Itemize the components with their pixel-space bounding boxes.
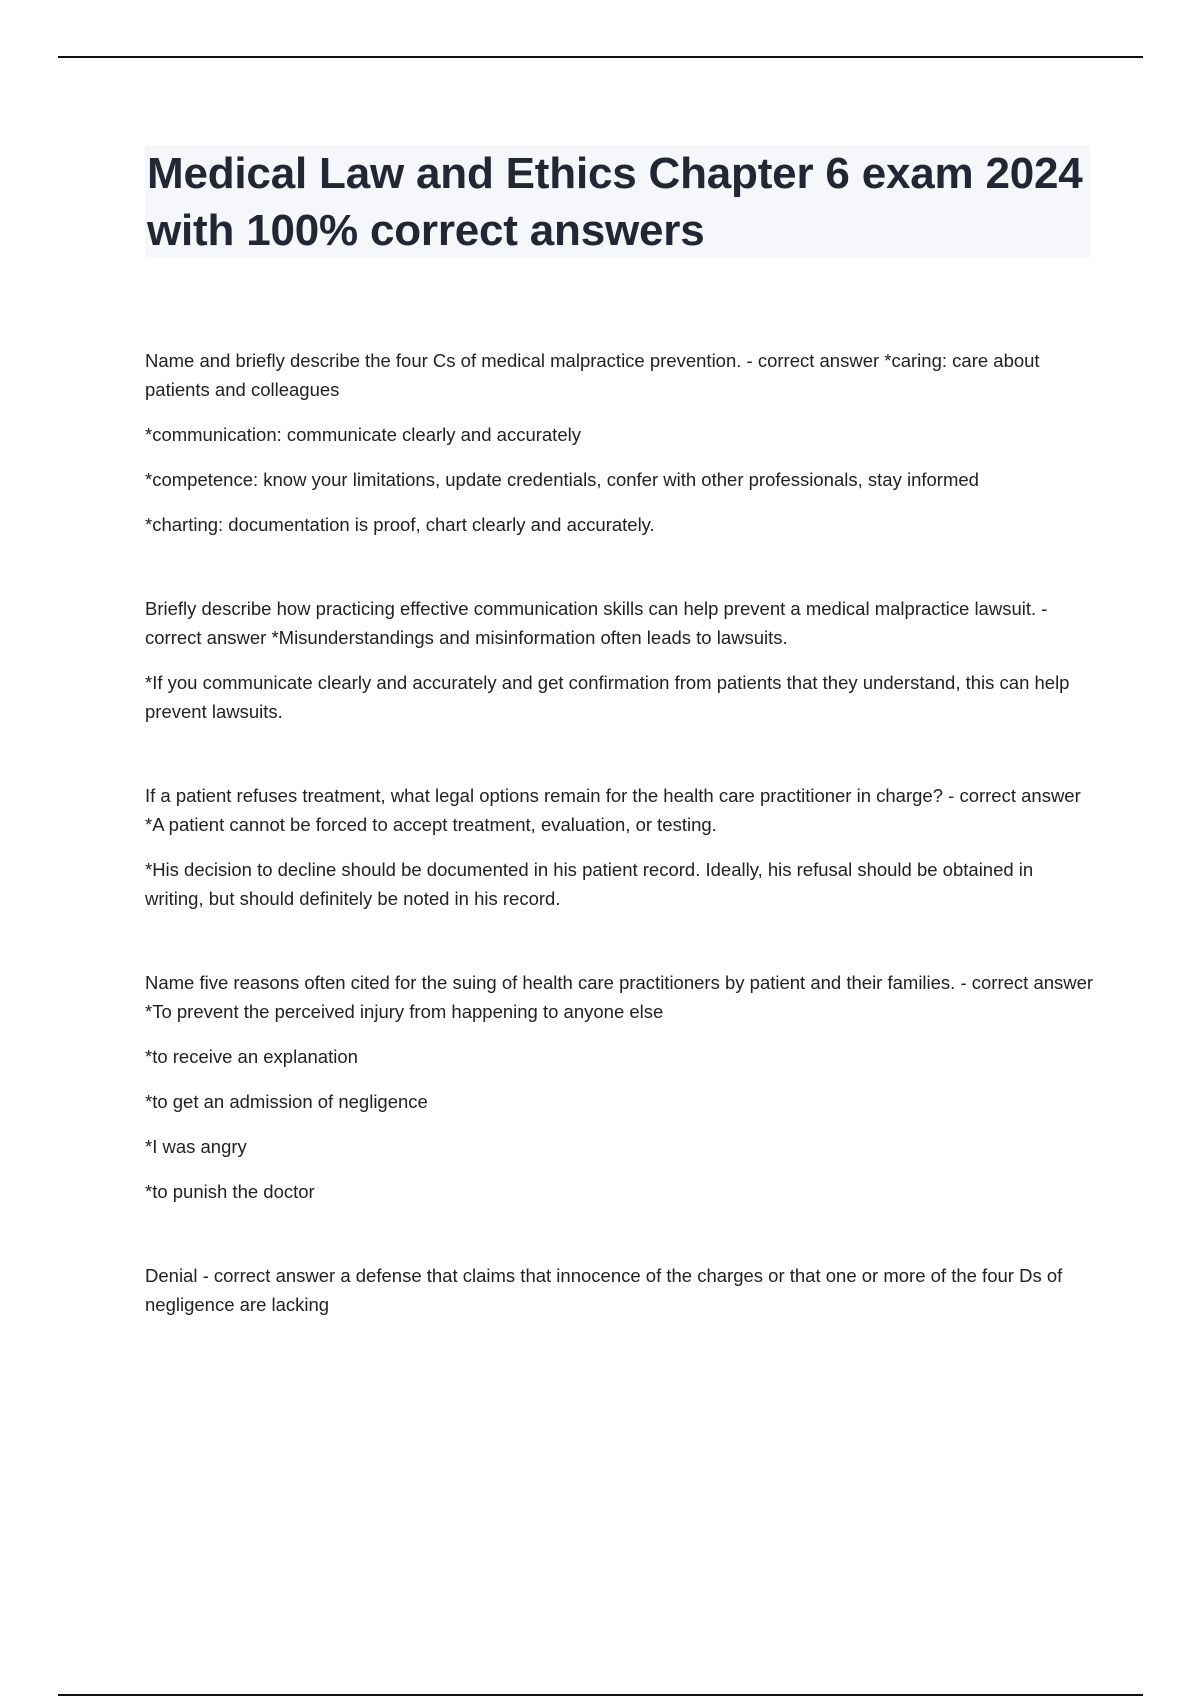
qa-item xyxy=(145,594,1095,726)
question-text: Name and briefly describe the four Cs of medical malpractice prevention. - correct answer *caring: care about patients and colleagues xyxy=(145,350,1040,400)
bottom-divider xyxy=(58,1694,1143,1696)
title-banner xyxy=(145,145,1090,257)
qa-item xyxy=(145,781,1095,913)
answer-point: *charting: documentation is proof, chart clearly and accurately. xyxy=(145,514,655,535)
qa-list xyxy=(145,346,1095,1374)
page-title: Medical Law and Ethics Chapter 6 exam 2024 with 100% correct answers xyxy=(147,149,1083,255)
question-text: Name five reasons often cited for the suing of health care practitioners by patient and their families. - correct answer *To prevent the perceived injury from happening to anyone else xyxy=(145,972,1094,1022)
answer-point: *competence: know your limitations, update credentials, confer with other professionals, stay informed xyxy=(145,469,979,490)
answer-point: *to punish the doctor xyxy=(145,1181,315,1202)
question-text: Briefly describe how practicing effective communication skills can help prevent a medical malpractice lawsuit. - correct answer *Misunderstandings and misinformation often leads to lawsuits. xyxy=(145,598,1048,648)
answer-point: *I was angry xyxy=(145,1136,247,1157)
answer-point: *to get an admission of negligence xyxy=(145,1091,428,1112)
answer-point: *His decision to decline should be documented in his patient record. Ideally, his refusal should be obtained in writing, but should definitely be noted in his record. xyxy=(145,859,1034,909)
qa-item xyxy=(145,1261,1095,1319)
qa-item xyxy=(145,346,1095,539)
question-text: If a patient refuses treatment, what legal options remain for the health care practitioner in charge? - correct answer *A patient cannot be forced to accept treatment, evaluation, or testing. xyxy=(145,785,1081,835)
answer-point: *If you communicate clearly and accurately and get confirmation from patients that they understand, this can help prevent lawsuits. xyxy=(145,672,1070,722)
qa-item xyxy=(145,968,1095,1206)
answer-point: *to receive an explanation xyxy=(145,1046,358,1067)
question-text: Denial - correct answer a defense that claims that innocence of the charges or that one or more of the four Ds of negligence are lacking xyxy=(145,1265,1063,1315)
answer-point: *communication: communicate clearly and accurately xyxy=(145,424,581,445)
top-divider xyxy=(58,56,1143,58)
